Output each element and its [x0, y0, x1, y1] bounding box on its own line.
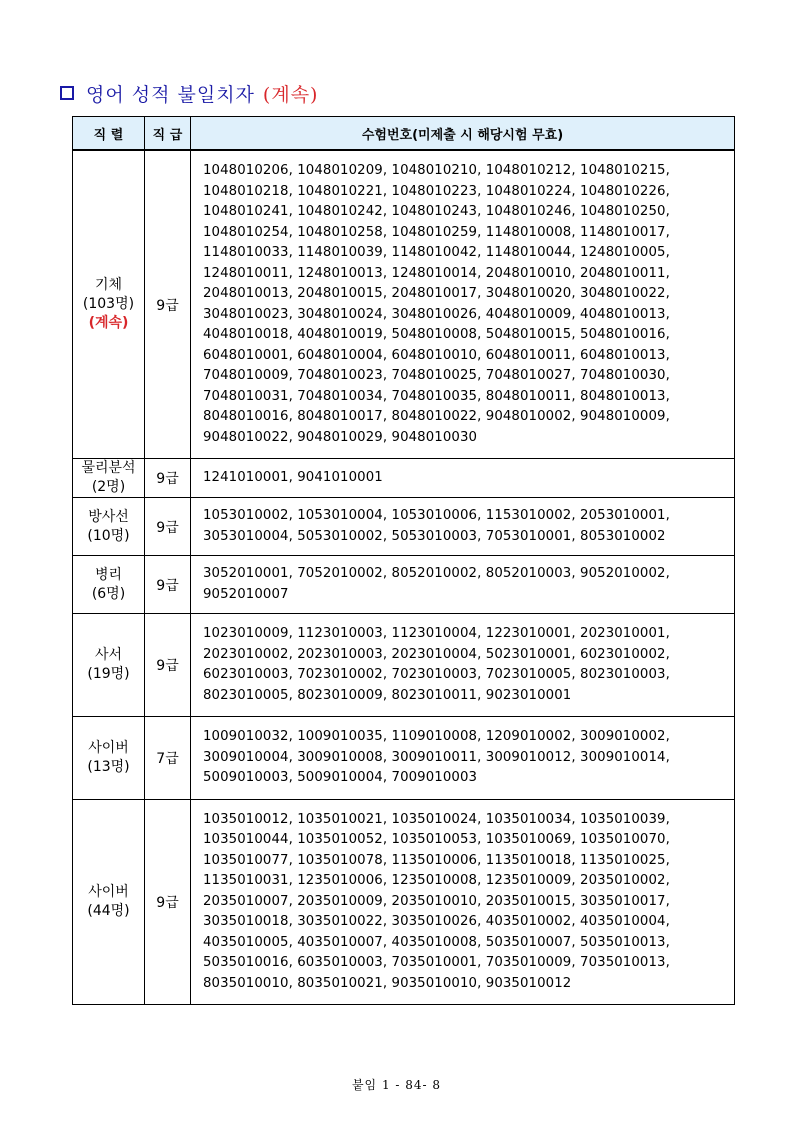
- table-row: [73, 614, 735, 717]
- exam-numbers-cell: 3052010001, 7052010002, 8052010002, 8052010003, 9052010002, 9052010007: [191, 556, 735, 614]
- table-row: [73, 459, 735, 498]
- header-grade: 직 급: [145, 117, 191, 151]
- grade-cell: 9급: [145, 498, 191, 556]
- position-name: 물리분석: [81, 460, 136, 476]
- position-name: 기체: [94, 277, 123, 293]
- position-name: 사이버: [88, 739, 129, 756]
- position-count: (2명): [91, 479, 126, 495]
- section-title-continued: (계속): [262, 83, 319, 106]
- table-row: [73, 150, 735, 459]
- position-count: (10명): [87, 527, 130, 544]
- position-count: (13명): [87, 758, 130, 775]
- position-name: 방사선: [88, 508, 129, 525]
- grade-cell: 9급: [145, 459, 191, 498]
- position-cell: [73, 498, 145, 556]
- position-name: 사서: [94, 647, 123, 663]
- grade-cell: 7급: [145, 717, 191, 800]
- position-cell: [73, 799, 145, 1005]
- exam-numbers-cell: 1023010009, 1123010003, 1123010004, 1223010001, 2023010001, 2023010002, 2023010003, 2023010004, 5023010001, 6023010002, 6023010003, 7023010002, 7023010003, 7023010005, 8023010003, 8023010005, 8023010009, 8023010011, 9023010001: [191, 614, 735, 717]
- exam-numbers-cell: 1009010032, 1009010035, 1109010008, 1209010002, 3009010002, 3009010004, 3009010008, 3009010011, 3009010012, 3009010014, 5009010003, 5009010004, 7009010003: [191, 717, 735, 800]
- position-count: (103명): [82, 296, 135, 312]
- table-row: [73, 556, 735, 614]
- position-cell: [73, 459, 145, 498]
- table-row: [73, 799, 735, 1005]
- header-position: 직 렬: [73, 117, 145, 151]
- position-cell: [73, 150, 145, 459]
- section-title: [60, 80, 318, 106]
- position-count: (19명): [87, 666, 130, 682]
- grade-cell: 9급: [145, 614, 191, 717]
- position-cell: [73, 717, 145, 800]
- position-cell: [73, 556, 145, 614]
- position-count: (6명): [91, 585, 126, 602]
- page-footer: 붙임 1 - 84- 8: [351, 1078, 442, 1092]
- table-row: [73, 498, 735, 556]
- position-name: 사이버: [88, 883, 129, 900]
- section-title-text: 영어 성적 불일치자: [86, 83, 255, 106]
- exam-numbers-cell: 1241010001, 9041010001: [191, 459, 735, 498]
- exam-numbers-cell: 1048010206, 1048010209, 1048010210, 1048010212, 1048010215, 1048010218, 1048010221, 1048010223, 1048010224, 1048010226, 1048010241, 1048010242, 1048010243, 1048010246, 1048010250, 1048010254, 1048010258, 1048010259, 1148010008, 1148010017, 1148010033, 1148010039, 1148010042, 1148010044, 1248010005, 1248010011, 1248010013, 1248010014, 2048010010, 2048010011, 2048010013, 2048010015, 2048010017, 3048010020, 3048010022, 3048010023, 3048010024, 3048010026, 4048010009, 4048010013, 4048010018, 4048010019, 5048010008, 5048010015, 5048010016, 6048010001, 6048010004, 6048010010, 6048010011, 6048010013, 7048010009, 7048010023, 7048010025, 7048010027, 7048010030, 7048010031, 7048010034, 7048010035, 8048010011, 8048010013, 8048010016, 8048010017, 8048010022, 9048010002, 9048010009, 9048010022, 9048010029, 9048010030: [191, 150, 735, 459]
- exam-numbers-cell: 1035010012, 1035010021, 1035010024, 1035010034, 1035010039, 1035010044, 1035010052, 1035010053, 1035010069, 1035010070, 1035010077, 1035010078, 1135010006, 1135010018, 1135010025, 1135010031, 1235010006, 1235010008, 1235010009, 2035010002, 2035010007, 2035010009, 2035010010, 2035010015, 3035010017, 3035010018, 3035010022, 3035010026, 4035010002, 4035010004, 4035010005, 4035010007, 4035010008, 5035010007, 5035010013, 5035010016, 6035010003, 7035010001, 7035010009, 7035010013, 8035010010, 8035010021, 9035010010, 9035010012: [191, 799, 735, 1005]
- applicant-table: [72, 116, 735, 1005]
- table-header-row: [73, 117, 735, 151]
- table-row: [73, 717, 735, 800]
- position-count: (44명): [87, 902, 130, 919]
- grade-cell: 9급: [145, 150, 191, 459]
- continued-label: (계속): [88, 315, 129, 331]
- grade-cell: 9급: [145, 799, 191, 1005]
- position-name: 병리: [94, 566, 123, 583]
- header-numbers: 수험번호(미제출 시 해당시험 무효): [191, 117, 735, 151]
- grade-cell: 9급: [145, 556, 191, 614]
- exam-numbers-cell: 1053010002, 1053010004, 1053010006, 1153010002, 2053010001, 3053010004, 5053010002, 5053010003, 7053010001, 8053010002: [191, 498, 735, 556]
- position-cell: [73, 614, 145, 717]
- square-bullet-icon: [60, 86, 74, 100]
